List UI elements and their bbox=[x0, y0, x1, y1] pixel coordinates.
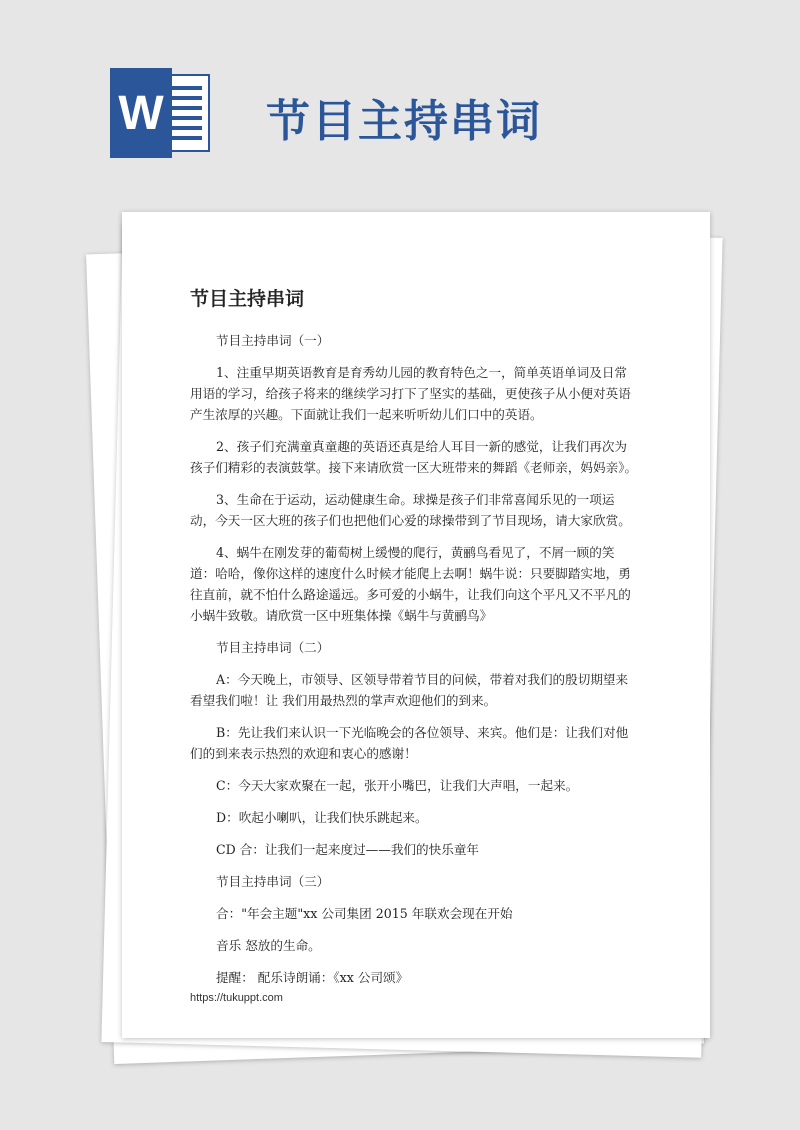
paragraph: 音乐 怒放的生命。 bbox=[216, 938, 321, 953]
section-heading: 节目主持串词（三） bbox=[216, 874, 330, 889]
paragraph: D：吹起小喇叭，让我们快乐跳起来。 bbox=[216, 810, 428, 825]
header-title: 节目主持串词 bbox=[266, 96, 542, 147]
document-body bbox=[190, 330, 638, 999]
document-page bbox=[122, 212, 710, 1038]
paragraph: 1、注重早期英语教育是育秀幼儿园的教育特色之一，简单英语单词及日常用语的学习，给孩子将来的继续学习打下了坚实的基础，更使孩子从小便对英语产生浓厚的兴趣。下面就让我们一起来听听幼儿们口中的英语。 bbox=[190, 365, 631, 422]
word-logo-icon: W bbox=[110, 68, 172, 158]
section-heading: 节目主持串词（二） bbox=[216, 640, 330, 655]
paragraph: 4、蜗牛在刚发芽的葡萄树上缓慢的爬行，黄鹂鸟看见了，不屑一顾的笑道：哈哈，像你这样的速度什么时候才能爬上去啊！蜗牛说：只要脚踏实地，勇往直前，就不怕什么路途遥远。多可爱的小蜗牛，让我们向这个平凡又不平凡的小蜗牛致敬。请欣赏一区中班集体操《蜗牛与黄鹂鸟》 bbox=[190, 545, 631, 623]
document-title: 节目主持串词 bbox=[190, 288, 305, 310]
paragraph: A：今天晚上，市领导、区领导带着节目的问候，带着对我们的殷切期望来看望我们啦！让 我们用最热烈的掌声欢迎他们的到来。 bbox=[190, 672, 629, 708]
paragraph: 3、生命在于运动，运动健康生命。球操是孩子们非常喜闻乐见的一项运动，今天一区大班的孩子们也把他们心爱的球操带到了节目现场，请大家欣赏。 bbox=[190, 492, 631, 528]
paragraph: 合："年会主题"xx 公司集团 2015 年联欢会现在开始 bbox=[216, 906, 513, 921]
paragraph: C：今天大家欢聚在一起，张开小嘴巴，让我们大声唱，一起来。 bbox=[216, 778, 579, 793]
section-heading: 节目主持串词（一） bbox=[216, 333, 330, 348]
footer-url: https://tukuppt.com bbox=[190, 992, 283, 1004]
paragraph: 提醒： 配乐诗朗诵：《xx 公司颂》 bbox=[216, 970, 409, 985]
paragraph: CD 合：让我们一起来度过——我们的快乐童年 bbox=[216, 842, 480, 857]
paragraph: B：先让我们来认识一下光临晚会的各位领导、来宾。他们是：让我们对他们的到来表示热烈的欢迎和衷心的感谢！ bbox=[190, 725, 629, 761]
paragraph: 2、孩子们充满童真童趣的英语还真是给人耳目一新的感觉，让我们再次为孩子们精彩的表演鼓掌。接下来请欣赏一区大班带来的舞蹈《老师亲，妈妈亲》。 bbox=[190, 439, 638, 475]
word-app-icon bbox=[110, 68, 214, 160]
